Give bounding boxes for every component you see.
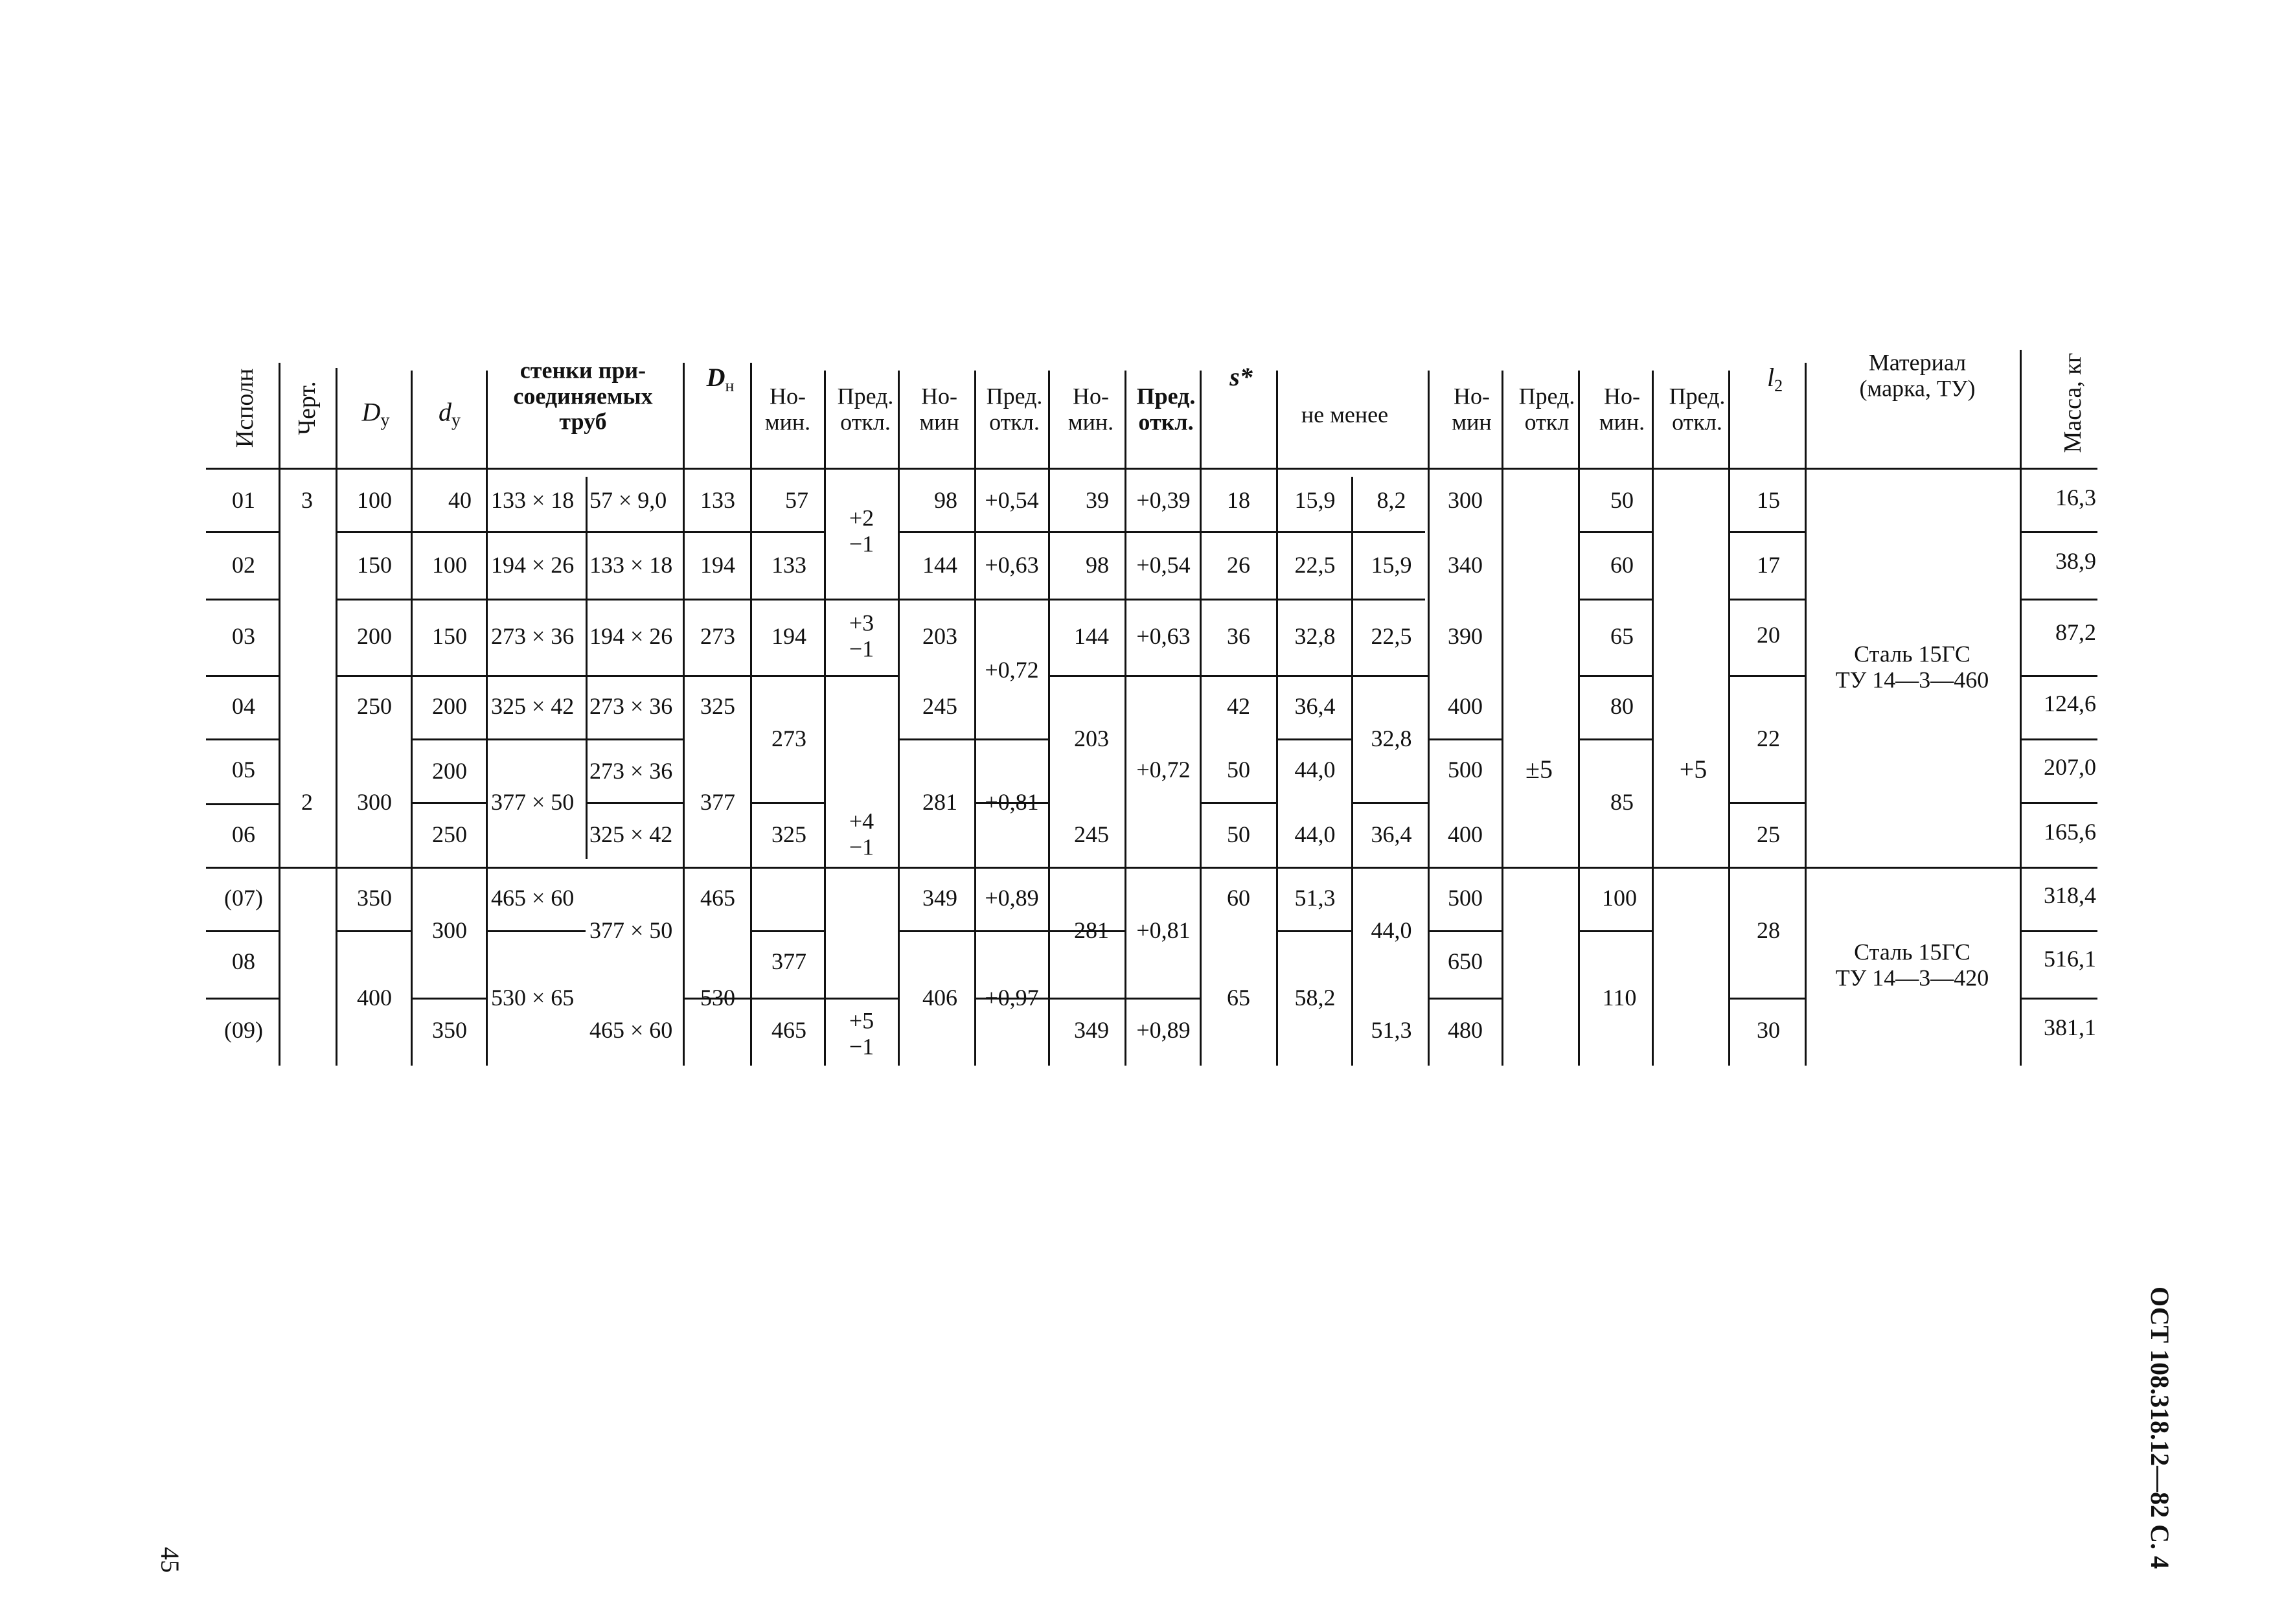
hrule (1428, 738, 1502, 740)
hrule (1048, 998, 1200, 1000)
cell-nom3: 245 (1074, 821, 1109, 847)
cell-pred2-merged: +0,72 (985, 657, 1039, 683)
cell-Dn-merged: 530 (700, 985, 735, 1011)
cell-pipe2: 325 × 42 (589, 821, 673, 847)
cell-nom5: 65 (1610, 623, 1634, 649)
cell-nom5: 60 (1610, 552, 1634, 578)
cell-pred2: +0,54 (985, 487, 1039, 513)
hrule (486, 930, 586, 932)
cell-pipe2: 194 × 26 (589, 623, 673, 649)
header-nom5: Но- мин. (1599, 383, 1645, 435)
hrule (411, 802, 486, 804)
hrule (1200, 802, 1276, 804)
hrule (2020, 599, 2097, 600)
cell-Dy: 100 (357, 487, 392, 513)
cell-dy: 200 (432, 693, 467, 719)
cell-isp: 04 (232, 693, 255, 719)
hrule (206, 930, 279, 932)
cell-pred3-merged: +0,81 (1136, 917, 1191, 943)
cell-Dy: 150 (357, 552, 392, 578)
cell-pred3: +0,63 (1136, 623, 1191, 649)
cell-m1: 44,0 (1294, 757, 1336, 783)
hrule (1728, 675, 1805, 677)
hrule (1578, 930, 1652, 932)
cell-pipe2: 133 × 18 (589, 552, 673, 578)
hrule (750, 930, 824, 932)
header-pred4: Пред. откл (1518, 383, 1575, 435)
vrule (1200, 371, 1202, 1066)
cell-pipe1: 194 × 26 (491, 552, 575, 578)
cell-m1: 44,0 (1294, 821, 1336, 847)
vrule (486, 371, 488, 1066)
hrule (586, 802, 683, 804)
cell-pred3: +0,39 (1136, 487, 1191, 513)
header-mass: Масса, кг (2059, 352, 2086, 453)
cell-nom3: 39 (1086, 487, 1109, 513)
header-nom2: Но- мин (919, 383, 959, 435)
cell-mass: 38,9 (2055, 548, 2096, 574)
cell-m2: 22,5 (1371, 623, 1412, 649)
hrule (898, 531, 1425, 533)
header-rule (206, 468, 2097, 470)
cell-s: 50 (1227, 821, 1250, 847)
cell-isp: 01 (232, 487, 255, 513)
cell-chert: 3 (301, 487, 313, 513)
hrule (336, 531, 824, 533)
cell-pred1-merged: +2 −1 (849, 505, 874, 556)
vrule (1276, 371, 1278, 1066)
cell-nom1: 465 (771, 1017, 806, 1043)
vrule (1428, 371, 1430, 1066)
hrule (1578, 531, 1652, 533)
cell-material: Сталь 15ГС ТУ 14—3—460 (1835, 641, 1989, 692)
cell-Dn-merged: 377 (700, 789, 735, 815)
cell-pred2: +0,89 (985, 885, 1039, 911)
cell-pipe1-merged: 377 × 50 (491, 789, 575, 815)
cell-isp: 06 (232, 821, 255, 847)
hrule (411, 738, 683, 740)
vrule (683, 363, 685, 1066)
cell-nom5: 100 (1602, 885, 1637, 911)
cell-Dn: 325 (700, 693, 735, 719)
cell-m2: 36,4 (1371, 821, 1412, 847)
cell-nom2-merged: 406 (922, 985, 957, 1011)
header-nom3: Но- мин. (1068, 383, 1114, 435)
hrule (1728, 802, 1805, 804)
vrule (824, 371, 826, 1066)
cell-mass: 516,1 (2044, 946, 2096, 972)
cell-m2-merged: 32,8 (1371, 726, 1412, 751)
cell-pred2-merged: +0,97 (985, 985, 1039, 1011)
cell-pred3: +0,54 (1136, 552, 1191, 578)
cell-isp: (09) (224, 1017, 263, 1043)
vrule (411, 371, 413, 1066)
cell-dy: 200 (432, 758, 467, 784)
cell-mass: 165,6 (2044, 819, 2096, 845)
cell-nom1: 325 (771, 821, 806, 847)
cell-nom1: 57 (785, 487, 808, 513)
cell-pred1-merged: +4 −1 (849, 808, 874, 860)
hrule (206, 803, 279, 805)
cell-dy-merged: 300 (432, 917, 467, 943)
header-Dy: $D_у$ (361, 397, 390, 431)
cell-l2: 30 (1757, 1017, 1780, 1043)
cell-m1: 15,9 (1294, 487, 1336, 513)
hrule (206, 867, 2097, 869)
cell-chert-merged: 2 (301, 789, 313, 815)
hrule (336, 599, 1425, 600)
cell-Dy: 350 (357, 885, 392, 911)
cell-nom4: 340 (1448, 552, 1483, 578)
header-ne-menee: не менее (1301, 402, 1389, 428)
hrule (336, 675, 898, 677)
vrule (1578, 371, 1580, 1066)
header-nom4: Но- мин (1452, 383, 1492, 435)
header-dy: $d_у$ (439, 397, 461, 431)
cell-nom2: 144 (922, 552, 957, 578)
cell-pipe1: 133 × 18 (491, 487, 575, 513)
cell-pipe1: 273 × 36 (491, 623, 575, 649)
hrule (1728, 531, 1805, 533)
cell-pipe1: 465 × 60 (491, 885, 575, 911)
cell-pipe2: 273 × 36 (589, 693, 673, 719)
hrule (1578, 738, 1652, 740)
cell-l2-merged: 28 (1757, 917, 1780, 943)
header-nom1: Но- мин. (764, 383, 811, 435)
cell-s: 26 (1227, 552, 1250, 578)
hrule (2020, 531, 2097, 533)
header-chert: Черт. (293, 381, 321, 435)
cell-mass: 87,2 (2055, 619, 2096, 645)
cell-nom2: 245 (922, 693, 957, 719)
cell-pred3-merged: +0,72 (1136, 757, 1191, 783)
cell-Dn: 273 (700, 623, 735, 649)
cell-pred3: +0,89 (1136, 1017, 1191, 1043)
header-walls: стенки при- соединяемых труб (513, 357, 653, 435)
cell-s: 42 (1227, 693, 1250, 719)
hrule (2020, 802, 2097, 804)
cell-Dn: 465 (700, 885, 735, 911)
hrule (2020, 998, 2097, 1000)
hrule (750, 998, 898, 1000)
cell-s-merged: 65 (1227, 985, 1250, 1011)
cell-mass: 381,1 (2044, 1014, 2096, 1040)
cell-nom4: 500 (1448, 885, 1483, 911)
cell-nom4: 400 (1448, 693, 1483, 719)
cell-nom1: 377 (771, 948, 806, 974)
cell-pipe2-merged: 377 × 50 (589, 917, 673, 943)
cell-nom3: 98 (1086, 552, 1109, 578)
hrule (1728, 998, 1805, 1000)
cell-nom3-merged: 203 (1074, 726, 1109, 751)
page-number: 45 (155, 1547, 185, 1573)
cell-Dy: 250 (357, 693, 392, 719)
cell-m1: 32,8 (1294, 623, 1336, 649)
cell-nom3: 144 (1074, 623, 1109, 649)
cell-pipe1-merged: 530 × 65 (491, 985, 575, 1011)
cell-isp: 08 (232, 948, 255, 974)
cell-Dn: 133 (700, 487, 735, 513)
cell-pred4-merged: ±5 (1525, 755, 1553, 784)
vrule (1502, 371, 1503, 1066)
cell-isp: 03 (232, 623, 255, 649)
hrule (1428, 930, 1502, 932)
cell-m1: 36,4 (1294, 693, 1336, 719)
header-s: s* (1229, 362, 1253, 391)
cell-m2-merged: 44,0 (1371, 917, 1412, 943)
cell-nom1: 194 (771, 623, 806, 649)
vrule (2020, 350, 2022, 1066)
cell-m1: 51,3 (1294, 885, 1336, 911)
hrule (2020, 738, 2097, 740)
cell-pred1-merged: +3 −1 (849, 610, 874, 661)
cell-s: 60 (1227, 885, 1250, 911)
cell-Dy-merged: 400 (357, 985, 392, 1011)
vrule (1652, 371, 1654, 1066)
cell-nom4: 390 (1448, 623, 1483, 649)
vrule (1125, 371, 1126, 1066)
hrule (206, 531, 279, 533)
hrule (1578, 599, 1652, 600)
hrule (2020, 930, 2097, 932)
hrule (1276, 930, 1351, 932)
cell-dy: 40 (448, 487, 472, 513)
cell-pipe2: 273 × 36 (589, 758, 673, 784)
cell-nom5: 80 (1610, 693, 1634, 719)
hrule (206, 675, 279, 677)
cell-dy: 100 (432, 552, 467, 578)
hrule (336, 930, 411, 932)
cell-mass: 16,3 (2055, 485, 2096, 510)
cell-nom4: 500 (1448, 757, 1483, 783)
hrule (206, 998, 279, 1000)
cell-s: 18 (1227, 487, 1250, 513)
cell-s: 50 (1227, 757, 1250, 783)
document-code: ОСТ 108.318.12—82 С. 4 (2145, 1286, 2175, 1570)
hrule (2020, 675, 2097, 677)
cell-pipe2: 465 × 60 (589, 1017, 673, 1043)
cell-nom3: 349 (1074, 1017, 1109, 1043)
vrule (1728, 371, 1730, 1066)
cell-Dy-merged: 300 (357, 789, 392, 815)
cell-nom2-merged: 281 (922, 789, 957, 815)
cell-nom5-merged: 110 (1602, 985, 1637, 1011)
cell-nom5: 50 (1610, 487, 1634, 513)
hrule (206, 738, 279, 740)
cell-nom4: 300 (1448, 487, 1483, 513)
cell-isp: 05 (232, 757, 255, 783)
cell-pred5-merged: +5 (1679, 755, 1707, 784)
header-pred1: Пред. откл. (837, 383, 894, 435)
hrule (1578, 675, 1652, 677)
cell-dy: 350 (432, 1017, 467, 1043)
cell-nom4: 480 (1448, 1017, 1483, 1043)
hrule (750, 802, 824, 804)
header-material: Материал (марка, ТУ) (1859, 349, 1976, 401)
cell-m1: 22,5 (1294, 552, 1336, 578)
header-pred2: Пред. откл. (986, 383, 1043, 435)
cell-l2: 17 (1757, 552, 1780, 578)
cell-pred1-merged: +5 −1 (849, 1007, 874, 1059)
vrule (279, 363, 280, 1066)
cell-pred2: +0,63 (985, 552, 1039, 578)
hrule (206, 599, 279, 600)
cell-m1-merged: 58,2 (1294, 985, 1336, 1011)
cell-nom5-merged: 85 (1610, 789, 1634, 815)
header-Dn: $D_н$ (706, 362, 735, 396)
cell-l2: 25 (1757, 821, 1780, 847)
header-pred5: Пред. откл. (1669, 383, 1726, 435)
header-ispoln: Исполн (231, 368, 258, 448)
cell-nom2: 203 (922, 623, 957, 649)
cell-mass: 207,0 (2044, 754, 2096, 780)
cell-nom2: 349 (922, 885, 957, 911)
cell-pipe2: 57 × 9,0 (589, 487, 667, 513)
vrule (898, 371, 900, 1066)
cell-mass: 124,6 (2044, 691, 2096, 716)
hrule (1428, 998, 1502, 1000)
hrule (1728, 599, 1805, 600)
header-pred3: Пред. откл. (1136, 383, 1196, 435)
cell-m2: 15,9 (1371, 552, 1412, 578)
cell-nom1: 133 (771, 552, 806, 578)
cell-l2: 20 (1757, 622, 1780, 648)
cell-material: Сталь 15ГС ТУ 14—3—420 (1835, 939, 1989, 990)
cell-Dn: 194 (700, 552, 735, 578)
hrule (411, 998, 486, 1000)
cell-nom3-merged: 281 (1074, 917, 1109, 943)
cell-pipe1: 325 × 42 (491, 693, 575, 719)
hrule (898, 738, 1048, 740)
cell-l2: 15 (1757, 487, 1780, 513)
vrule (1805, 363, 1807, 1066)
cell-l2-merged: 22 (1757, 726, 1780, 751)
vrule (1351, 477, 1353, 1066)
cell-isp: (07) (224, 885, 263, 911)
cell-isp: 02 (232, 552, 255, 578)
vrule (750, 363, 752, 1066)
cell-nom2: 98 (934, 487, 957, 513)
cell-dy: 250 (432, 821, 467, 847)
cell-pred2-merged: +0,81 (985, 789, 1039, 815)
vrule (336, 368, 337, 1066)
cell-dy: 150 (432, 623, 467, 649)
vrule (974, 371, 976, 1066)
cell-s: 36 (1227, 623, 1250, 649)
hrule (1048, 675, 1429, 677)
cell-m2: 51,3 (1371, 1017, 1412, 1043)
hrule (1351, 802, 1428, 804)
cell-nom1-merged: 273 (771, 726, 806, 751)
cell-mass: 318,4 (2044, 882, 2096, 908)
vrule (1048, 371, 1050, 1066)
cell-Dy: 200 (357, 623, 392, 649)
cell-nom4: 650 (1448, 948, 1483, 974)
hrule (1276, 738, 1351, 740)
header-l2: $l_2$ (1766, 362, 1783, 396)
cell-nom4: 400 (1448, 821, 1483, 847)
cell-m2: 8,2 (1376, 487, 1406, 513)
